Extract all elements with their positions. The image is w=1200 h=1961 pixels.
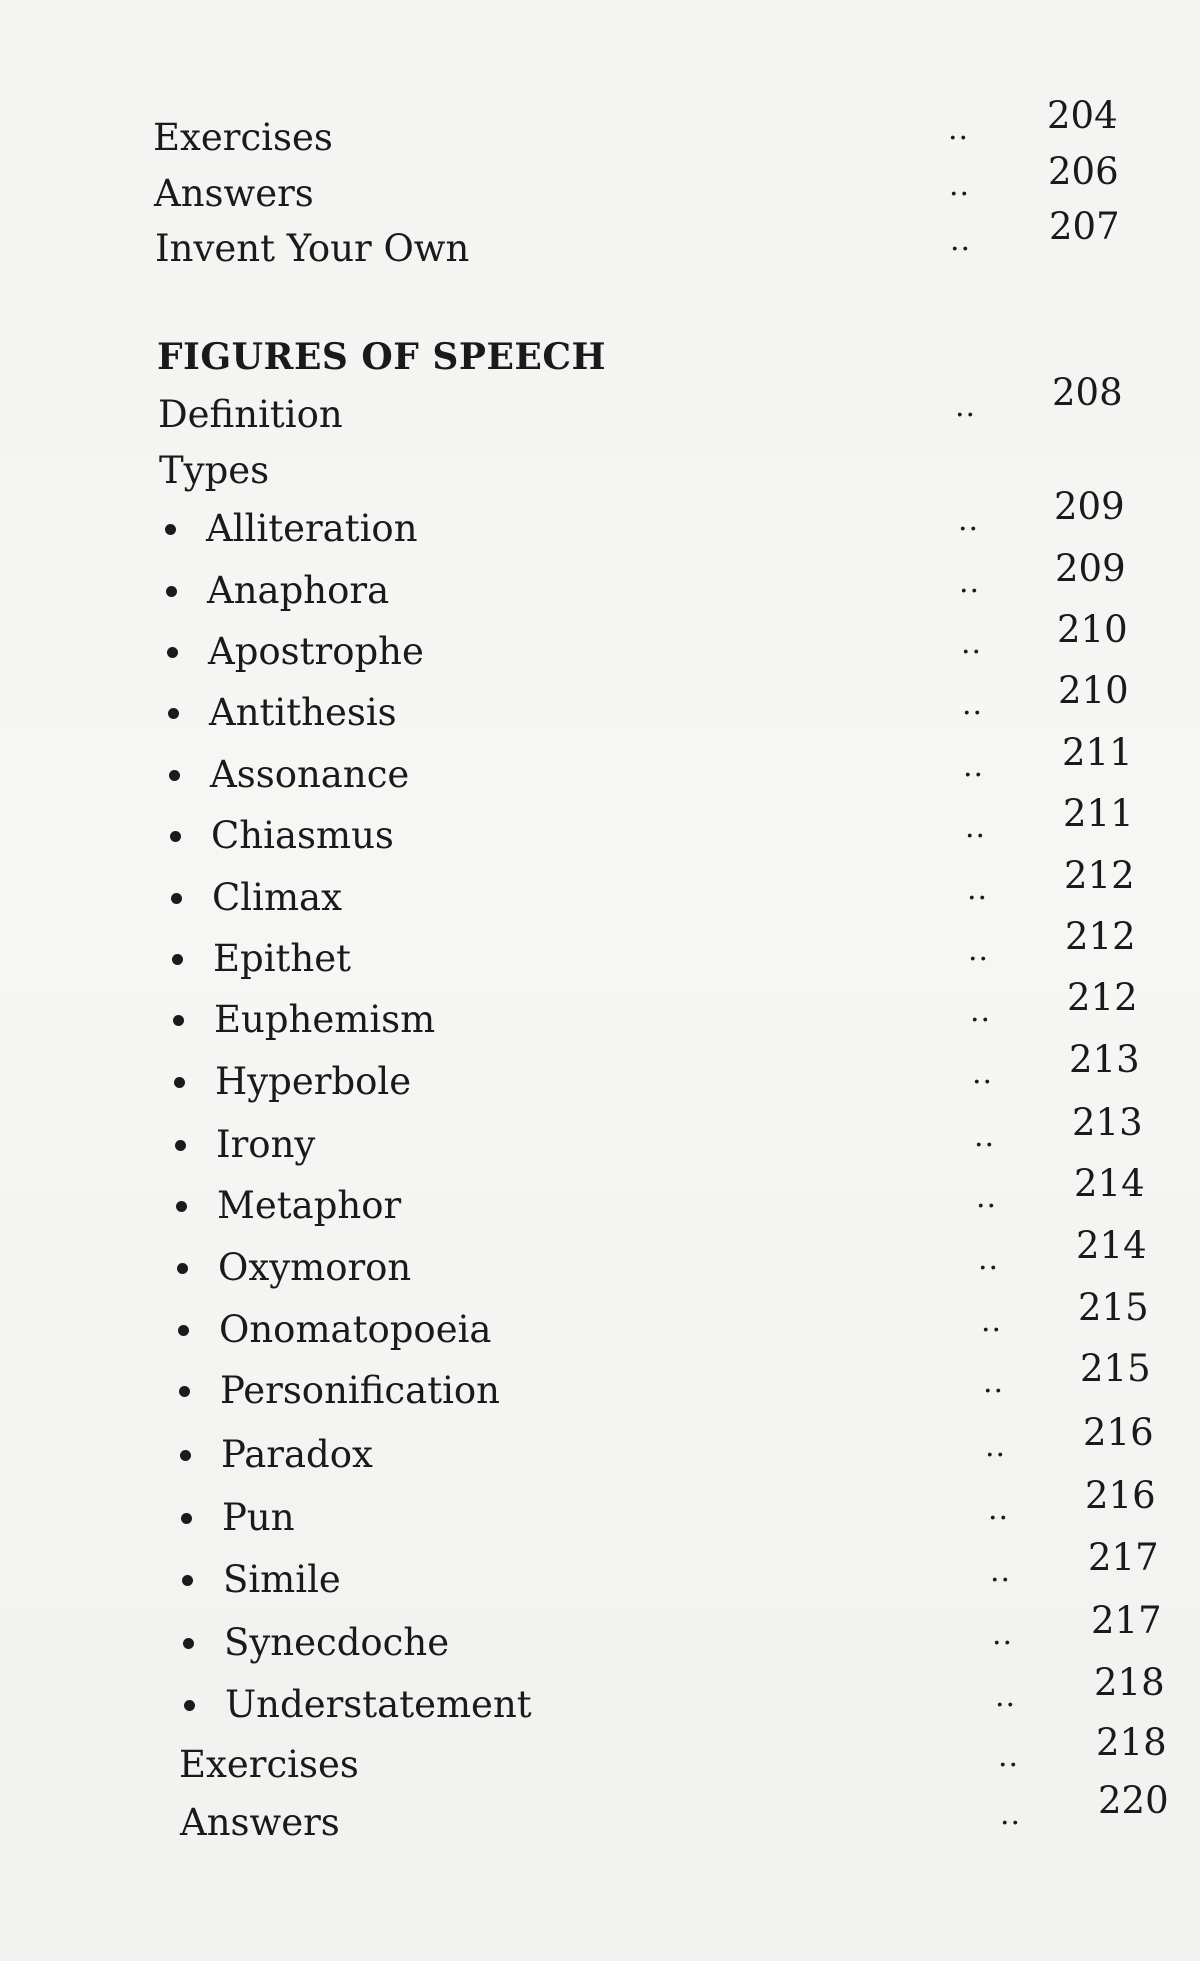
toc-entry-euphemism xyxy=(0,976,1200,1045)
entry-label: Antithesis xyxy=(209,691,397,734)
page-number: 204 xyxy=(1047,94,1118,137)
entry-label: Oxymoron xyxy=(218,1246,412,1289)
toc-entry-alliteration xyxy=(0,485,1200,554)
bullet-icon xyxy=(170,831,181,842)
toc-entry-personification xyxy=(0,1347,1200,1416)
bullet-icon xyxy=(183,1638,194,1649)
toc-entry-metaphor xyxy=(0,1162,1200,1231)
page-number: 210 xyxy=(1057,608,1128,651)
entry-label: Paradox xyxy=(221,1433,373,1476)
page-number: 220 xyxy=(1098,1779,1169,1822)
page-number: 211 xyxy=(1063,792,1134,835)
section-heading: FIGURES OF SPEECH xyxy=(157,336,606,378)
bullet-icon xyxy=(171,893,182,904)
toc-entry-assonance xyxy=(0,731,1200,800)
page-number: 212 xyxy=(1067,976,1138,1019)
toc-entry-apostrophe xyxy=(0,608,1200,677)
bullet-icon xyxy=(173,1015,184,1026)
bullet-icon xyxy=(172,954,183,965)
leader-dots: .. xyxy=(981,1304,1003,1339)
bullet-icon xyxy=(177,1263,188,1274)
entry-label: Exercises xyxy=(153,116,333,159)
entry-label: Exercises xyxy=(179,1743,359,1786)
bullet-icon xyxy=(179,1386,190,1397)
toc-entry-exercises-figures xyxy=(0,1721,1200,1790)
entry-label: Onomatopoeia xyxy=(219,1308,492,1351)
leader-dots: .. xyxy=(955,389,977,424)
leader-dots: .. xyxy=(961,626,983,661)
toc-entry-pun xyxy=(0,1474,1200,1543)
bullet-icon xyxy=(178,1325,189,1336)
entry-label: Hyperbole xyxy=(215,1060,412,1103)
page-number: 214 xyxy=(1074,1162,1145,1205)
bullet-icon xyxy=(168,708,179,719)
leader-dots: .. xyxy=(990,1554,1012,1589)
page-number: 215 xyxy=(1078,1286,1149,1329)
page-number: 207 xyxy=(1049,205,1120,248)
entry-label: Apostrophe xyxy=(208,630,424,673)
leader-dots: .. xyxy=(978,1242,1000,1277)
toc-entry-answers xyxy=(0,150,1200,219)
toc-entry-chiasmus xyxy=(0,792,1200,861)
page-number: 216 xyxy=(1083,1411,1154,1454)
bullet-icon xyxy=(174,1077,185,1088)
leader-dots: .. xyxy=(963,749,985,784)
entry-label: Climax xyxy=(212,876,342,919)
entry-label: Metaphor xyxy=(217,1184,402,1227)
toc-entry-simile xyxy=(0,1536,1200,1605)
leader-dots: .. xyxy=(974,1119,996,1154)
page-number: 218 xyxy=(1096,1721,1167,1764)
toc-entry-definition xyxy=(0,371,1200,440)
entry-label: Assonance xyxy=(210,753,410,796)
leader-dots: .. xyxy=(988,1492,1010,1527)
toc-entry-answers-figures xyxy=(0,1779,1200,1848)
page-number: 218 xyxy=(1094,1661,1165,1704)
page-number: 214 xyxy=(1076,1224,1147,1267)
toc-entry-anaphora xyxy=(0,547,1200,616)
page-number: 216 xyxy=(1085,1474,1156,1517)
toc-entry-exercises xyxy=(0,94,1200,163)
bullet-icon xyxy=(181,1513,192,1524)
bullet-icon xyxy=(169,770,180,781)
toc-entry-synecdoche xyxy=(0,1599,1200,1668)
leader-dots: .. xyxy=(950,223,972,258)
leader-dots: .. xyxy=(965,810,987,845)
leader-dots: .. xyxy=(948,112,970,147)
page-number: 208 xyxy=(1052,371,1123,414)
toc-entry-antithesis xyxy=(0,669,1200,738)
entry-label: Understatement xyxy=(225,1683,532,1726)
leader-dots: .. xyxy=(968,933,990,968)
entry-label: Personification xyxy=(220,1369,501,1412)
bullet-icon xyxy=(166,586,177,597)
page-number: 215 xyxy=(1080,1347,1151,1390)
leader-dots: .. xyxy=(983,1365,1005,1400)
page-number: 213 xyxy=(1072,1101,1143,1144)
bullet-icon xyxy=(165,524,176,535)
leader-dots: .. xyxy=(1000,1797,1022,1832)
entry-label: Invent Your Own xyxy=(155,227,470,270)
leader-dots: .. xyxy=(967,872,989,907)
toc-entry-irony xyxy=(0,1101,1200,1170)
entry-label: Epithet xyxy=(213,937,351,980)
entry-label: Types xyxy=(159,449,270,492)
entry-label: Synecdoche xyxy=(224,1621,450,1664)
bullet-icon xyxy=(180,1450,191,1461)
leader-dots: .. xyxy=(992,1617,1014,1652)
page-number: 217 xyxy=(1088,1536,1159,1579)
leader-dots: .. xyxy=(949,168,971,203)
entry-label: Alliteration xyxy=(206,507,418,550)
page-number: 212 xyxy=(1065,915,1136,958)
leader-dots: .. xyxy=(962,687,984,722)
leader-dots: .. xyxy=(985,1429,1007,1464)
entry-label: Answers xyxy=(154,172,314,215)
toc-entry-epithet xyxy=(0,915,1200,984)
page-number: 211 xyxy=(1062,731,1133,774)
bullet-icon xyxy=(182,1575,193,1586)
entry-label: Answers xyxy=(180,1801,340,1844)
page-number: 209 xyxy=(1055,547,1126,590)
entry-label: Simile xyxy=(223,1558,341,1601)
toc-entry-types xyxy=(0,446,1200,496)
bullet-icon xyxy=(176,1201,187,1212)
leader-dots: .. xyxy=(995,1679,1017,1714)
toc-entry-invent-your-own xyxy=(0,205,1200,274)
leader-dots: .. xyxy=(959,565,981,600)
leader-dots: .. xyxy=(972,1056,994,1091)
toc-entry-oxymoron xyxy=(0,1224,1200,1293)
page-number: 213 xyxy=(1069,1038,1140,1081)
toc-entry-hyperbole xyxy=(0,1038,1200,1107)
bullet-icon xyxy=(184,1700,195,1711)
bullet-icon xyxy=(167,647,178,658)
toc-entry-climax xyxy=(0,854,1200,923)
page-number: 217 xyxy=(1091,1599,1162,1642)
page-number: 212 xyxy=(1064,854,1135,897)
toc-entry-understatement xyxy=(0,1661,1200,1730)
leader-dots: .. xyxy=(998,1739,1020,1774)
entry-label: Anaphora xyxy=(207,569,390,612)
leader-dots: .. xyxy=(976,1180,998,1215)
leader-dots: .. xyxy=(958,503,980,538)
leader-dots: .. xyxy=(970,994,992,1029)
page-number: 206 xyxy=(1048,150,1119,193)
entry-label: Irony xyxy=(216,1123,316,1166)
toc-entry-onomatopoeia xyxy=(0,1286,1200,1355)
entry-label: Euphemism xyxy=(214,998,436,1041)
toc-entry-paradox xyxy=(0,1411,1200,1480)
entry-label: Definition xyxy=(158,393,343,436)
entry-label: Chiasmus xyxy=(211,814,394,857)
page-number: 209 xyxy=(1054,485,1125,528)
entry-label: Pun xyxy=(222,1496,295,1539)
bullet-icon xyxy=(175,1140,186,1151)
page-number: 210 xyxy=(1058,669,1129,712)
